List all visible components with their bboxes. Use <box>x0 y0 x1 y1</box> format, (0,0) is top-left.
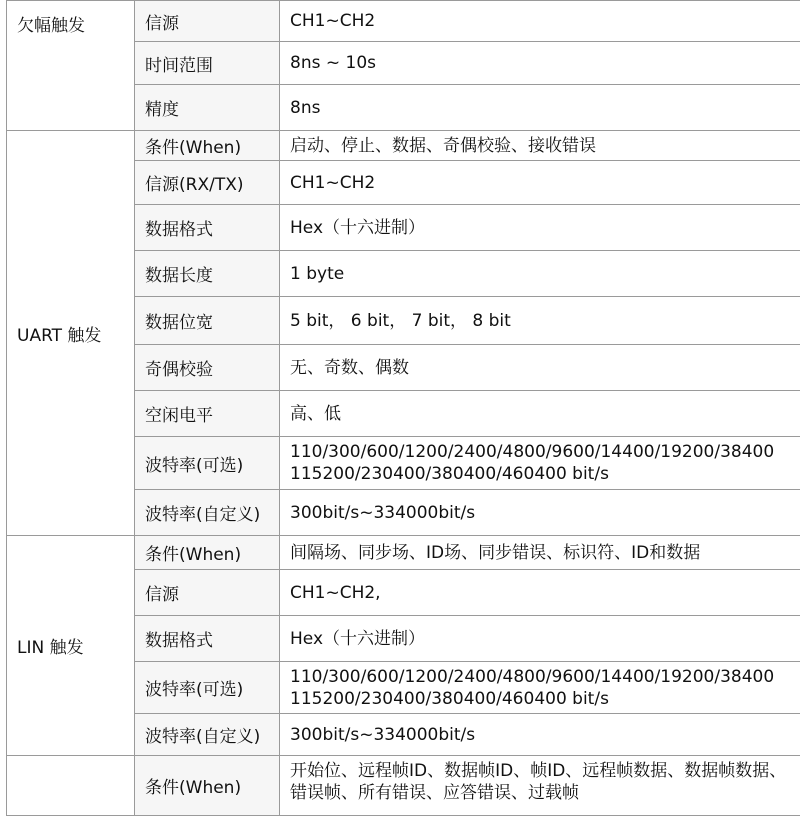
param-cell: 条件(When) <box>135 131 280 161</box>
value-line: 115200/230400/380400/460400 bit/s <box>290 688 800 710</box>
table-row <box>7 536 800 570</box>
param-cell: 波特率(可选) <box>135 662 280 714</box>
value-cell: 1 byte <box>280 251 800 297</box>
param-cell: 数据长度 <box>135 251 280 297</box>
param-cell: 信源(RX/TX) <box>135 161 280 205</box>
table-row <box>7 756 800 816</box>
category-cell: UART 触发 <box>7 131 135 536</box>
param-cell: 数据位宽 <box>135 297 280 345</box>
value-cell: 启动、停止、数据、奇偶校验、接收错误 <box>280 131 800 161</box>
value-line: 115200/230400/380400/460400 bit/s <box>290 463 800 485</box>
value-cell: 间隔场、同步场、ID场、同步错误、标识符、ID和数据 <box>280 536 800 570</box>
param-cell: 精度 <box>135 85 280 131</box>
category-cell: LIN 触发 <box>7 536 135 756</box>
spec-table <box>6 0 800 816</box>
param-cell: 数据格式 <box>135 205 280 251</box>
value-line: 错误帧、所有错误、应答错误、过载帧 <box>290 782 800 804</box>
category-cell: 欠幅触发 <box>7 1 135 131</box>
value-cell: 8ns ~ 10s <box>280 42 800 85</box>
value-cell: 高、低 <box>280 391 800 437</box>
value-cell: CH1~CH2 <box>280 1 800 42</box>
param-cell: 条件(When) <box>135 756 280 816</box>
value-cell: Hex（十六进制） <box>280 616 800 662</box>
param-cell: 奇偶校验 <box>135 345 280 391</box>
table-row <box>7 1 800 42</box>
value-cell: 无、奇数、偶数 <box>280 345 800 391</box>
value-cell: CH1~CH2, <box>280 570 800 616</box>
param-cell: 信源 <box>135 1 280 42</box>
value-cell: 300bit/s~334000bit/s <box>280 714 800 756</box>
param-cell: 波特率(可选) <box>135 437 280 490</box>
param-cell: 波特率(自定义) <box>135 490 280 536</box>
value-line: 110/300/600/1200/2400/4800/9600/14400/19200/38400 <box>290 666 800 688</box>
table-row <box>7 131 800 161</box>
param-cell: 空闲电平 <box>135 391 280 437</box>
category-cell <box>7 756 135 816</box>
value-cell: CH1~CH2 <box>280 161 800 205</box>
value-line: 开始位、远程帧ID、数据帧ID、帧ID、远程帧数据、数据帧数据、 <box>290 760 800 782</box>
value-cell <box>280 662 800 714</box>
param-cell: 信源 <box>135 570 280 616</box>
param-cell: 时间范围 <box>135 42 280 85</box>
value-cell <box>280 756 800 816</box>
param-cell: 条件(When) <box>135 536 280 570</box>
value-line: 110/300/600/1200/2400/4800/9600/14400/19200/38400 <box>290 441 800 463</box>
value-cell <box>280 437 800 490</box>
value-cell: 8ns <box>280 85 800 131</box>
param-cell: 波特率(自定义) <box>135 714 280 756</box>
value-cell: Hex（十六进制） <box>280 205 800 251</box>
value-cell: 300bit/s~334000bit/s <box>280 490 800 536</box>
value-cell: 5 bit， 6 bit， 7 bit， 8 bit <box>280 297 800 345</box>
param-cell: 数据格式 <box>135 616 280 662</box>
